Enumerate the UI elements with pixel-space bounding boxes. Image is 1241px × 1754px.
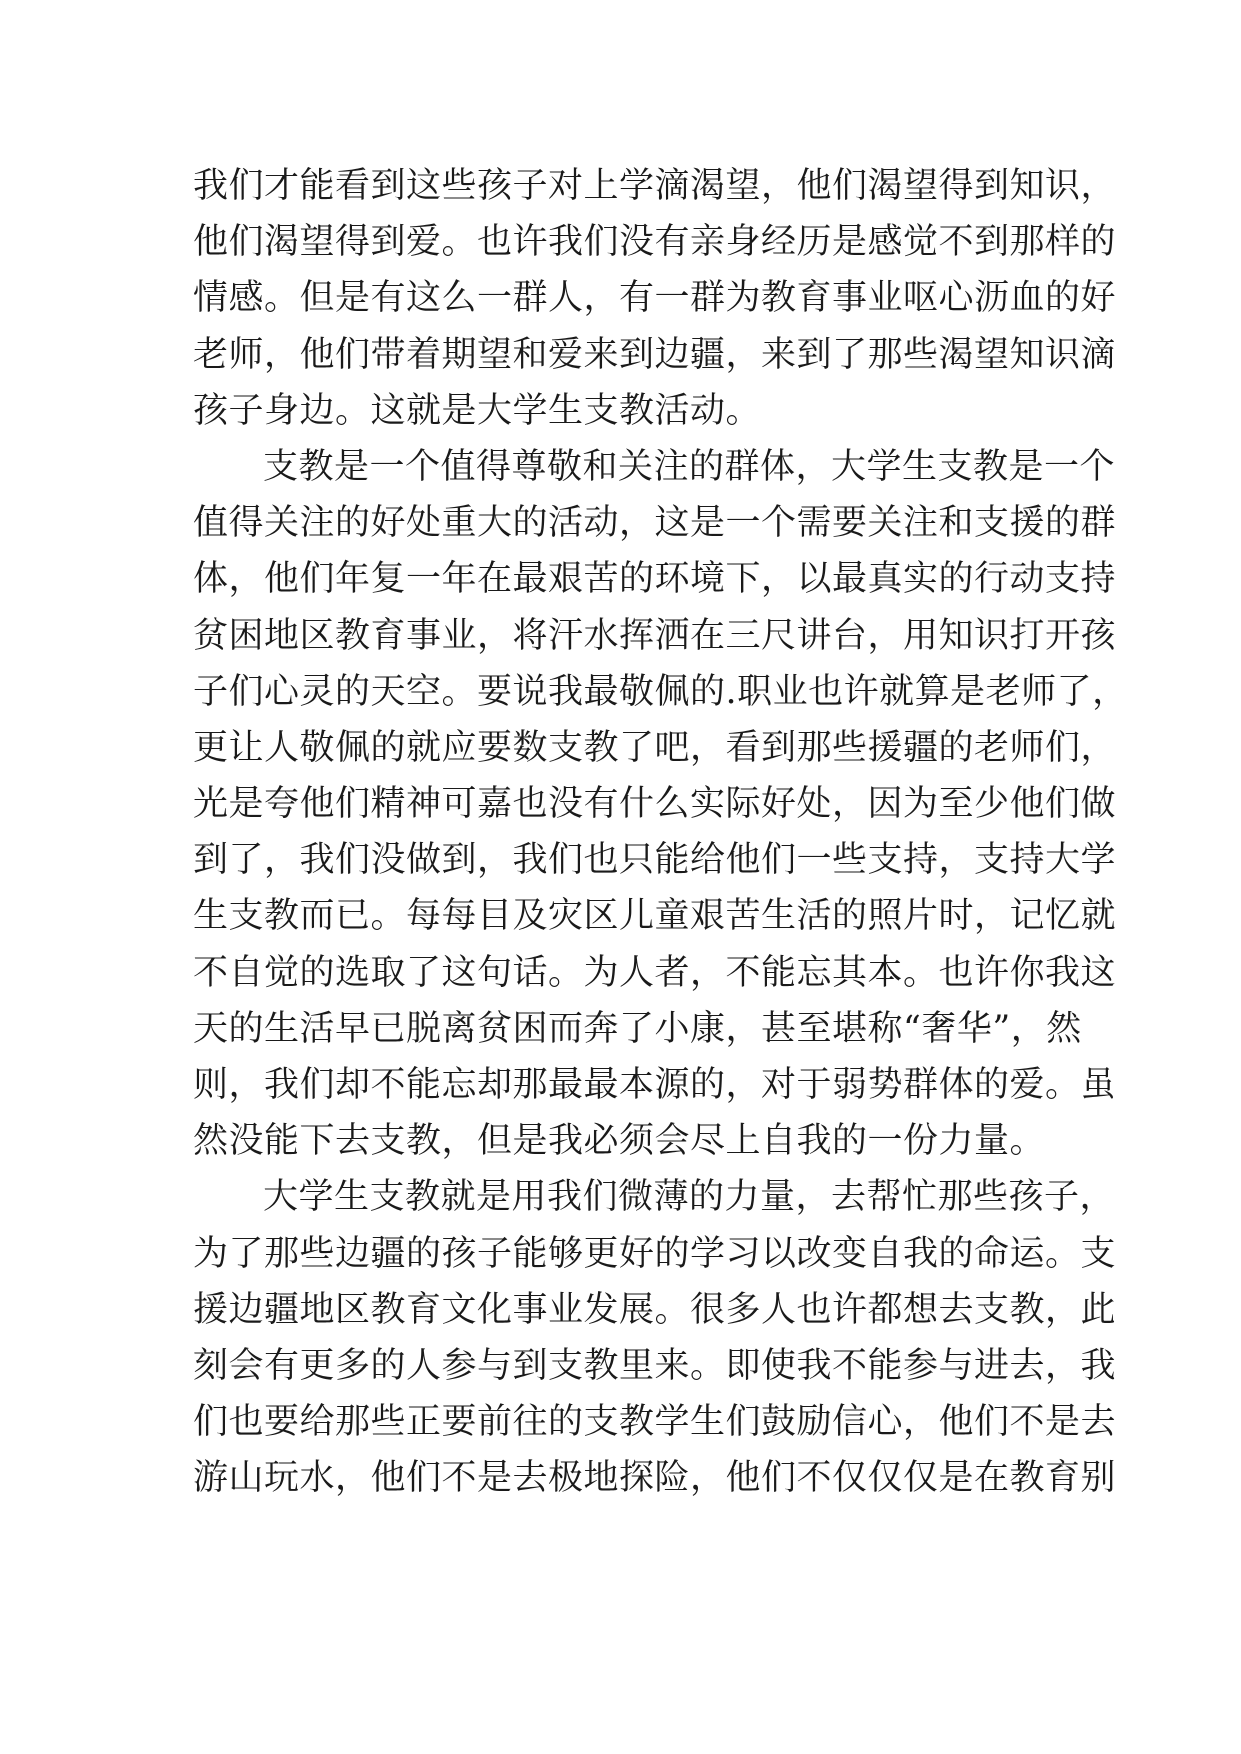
text-line: 子们心灵的天空。要说我最敬佩的.职业也许就算是老师了， <box>193 671 1128 712</box>
paragraph-3 <box>193 1169 1117 1506</box>
text-line: 他们渴望得到爱。也许我们没有亲身经历是感觉不到那样的 <box>193 222 1117 263</box>
text-line: 更让人敬佩的就应要数支教了吧，看到那些援疆的老师们， <box>193 727 1117 768</box>
text-line: 老师，他们带着期望和爱来到边疆，来到了那些渴望知识滴 <box>193 334 1117 375</box>
text-line: 贫困地区教育事业，将汗水挥洒在三尺讲台，用知识打开孩 <box>193 615 1117 656</box>
text-line: 孩子身边。这就是大学生支教活动。 <box>193 390 762 431</box>
text-line: 然没能下去支教，但是我必须会尽上自我的一份力量。 <box>193 1121 1046 1162</box>
text-line: 则，我们却不能忘却那最最本源的，对于弱势群体的爱。虽 <box>193 1065 1117 1105</box>
text-line: 不自觉的选取了这句话。为人者，不能忘其本。也许你我这 <box>193 952 1117 993</box>
text-line: 支教是一个值得尊敬和关注的群体，大学生支教是一个 <box>263 446 1116 487</box>
text-line: 援边疆地区教育文化事业发展。很多人也许都想去支教，此 <box>193 1289 1117 1330</box>
paragraph-1 <box>193 158 1117 439</box>
text-line: 为了那些边疆的孩子能够更好的学习以改变自我的命运。支 <box>193 1233 1117 1274</box>
text-line: 游山玩水，他们不是去极地探险，他们不仅仅仅是在教育别 <box>193 1458 1117 1499</box>
text-line: 生支教而已。每每目及灾区儿童艰苦生活的照片时，记忆就 <box>193 896 1117 937</box>
document-body <box>193 158 1128 1507</box>
text-line: 光是夸他们精神可嘉也没有什么实际好处，因为至少他们做 <box>193 784 1117 825</box>
text-line: 大学生支教就是用我们微薄的力量，去帮忙那些孩子， <box>263 1177 1116 1218</box>
text-line: 刻会有更多的人参与到支教里来。即使我不能参与进去，我 <box>193 1345 1117 1386</box>
text-line: 我们才能看到这些孩子对上学滴渴望，他们渴望得到知识， <box>193 166 1117 206</box>
text-line: 到了，我们没做到，我们也只能给他们一些支持，支持大学 <box>193 840 1117 881</box>
text-line: 情感。但是有这么一群人，有一群为教育事业呕心沥血的好 <box>193 278 1117 319</box>
text-line: 值得关注的好处重大的活动，这是一个需要关注和支援的群 <box>193 503 1117 544</box>
text-line: 体，他们年复一年在最艰苦的环境下，以最真实的行动支持 <box>193 559 1117 600</box>
text-line: 天的生活早已脱离贫困而奔了小康，甚至堪称“奢华”，然 <box>193 1008 1082 1049</box>
paragraph-2 <box>193 439 1128 1169</box>
text-line: 们也要给那些正要前往的支教学生们鼓励信心，他们不是去 <box>193 1402 1117 1443</box>
